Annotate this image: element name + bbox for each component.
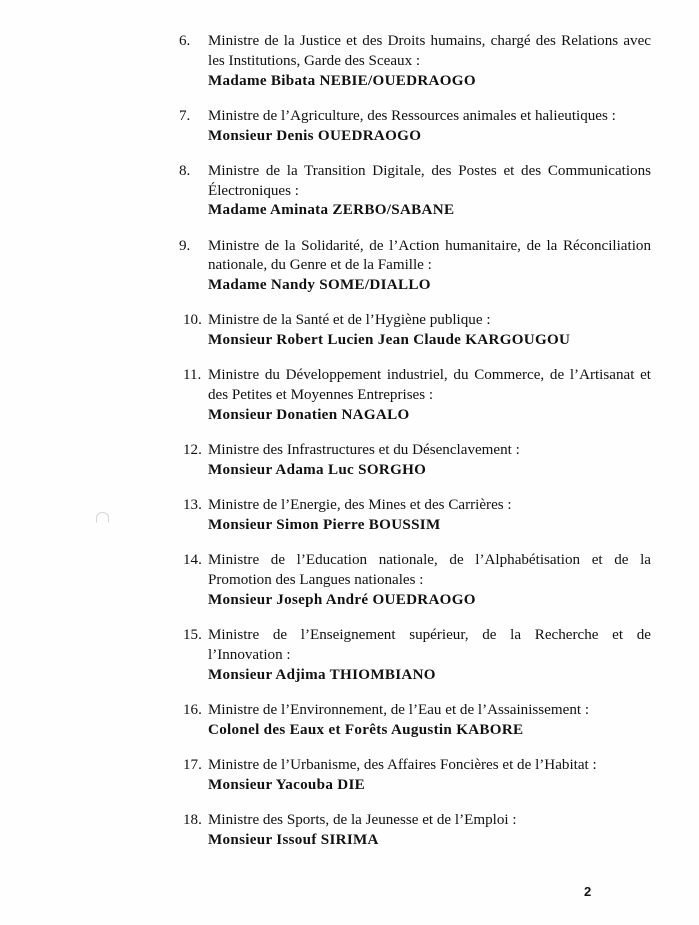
ministry-title-line: Ministre des Sports, de la Jeunesse et de l’Emploi : (208, 811, 517, 828)
list-item-body (208, 441, 651, 481)
list-item (183, 756, 651, 796)
minister-name: Monsieur Issouf SIRIMA (208, 831, 379, 848)
list-item (183, 811, 651, 851)
ministry-title-line: Ministre de la Solidarité, de l’Action humanitaire, de la Réconciliation (208, 237, 651, 254)
minister-name: Monsieur Joseph André OUEDRAOGO (208, 591, 476, 608)
list-item (183, 441, 651, 481)
ministry-title-line: Ministre de la Transition Digitale, des Postes et des Communications (208, 162, 651, 179)
minister-name: Monsieur Adama Luc SORGHO (208, 462, 427, 479)
ministry-title-line: l’Innovation : (208, 646, 291, 663)
page-number: 2 (584, 884, 592, 899)
minister-list (179, 32, 651, 866)
ministry-title-line: Ministre de l’Agriculture, des Ressources animales et halieutiques : (208, 107, 616, 124)
list-item (179, 237, 651, 296)
list-item (179, 162, 651, 221)
minister-name: Monsieur Donatien NAGALO (208, 406, 410, 423)
list-item-number: 16. (183, 701, 202, 718)
list-item-number: 13. (183, 497, 202, 514)
minister-name: Monsieur Simon Pierre BOUSSIM (208, 517, 441, 534)
ministry-title-line: nationale, du Genre et de la Famille : (208, 257, 432, 274)
list-item (183, 626, 651, 685)
minister-name: Monsieur Yacouba DIE (208, 776, 365, 793)
ministry-title-line: Ministre de l’Enseignement supérieur, de la Recherche et de (208, 627, 651, 644)
list-item-body (208, 811, 651, 851)
ministry-title-line: Ministre des Infrastructures et du Désenclavement : (208, 442, 520, 459)
list-item-number: 9. (179, 237, 191, 254)
list-item-number: 11. (183, 367, 202, 384)
list-item-number: 7. (179, 107, 191, 124)
list-item-body (208, 237, 651, 296)
ministry-title-line: Ministre de la Justice et des Droits humains, chargé des Relations avec (208, 33, 651, 49)
list-item-number: 10. (183, 312, 202, 329)
ministry-title-line: Ministre du Développement industriel, du Commerce, de l’Artisanat et (208, 367, 651, 384)
list-item (179, 32, 651, 91)
minister-name: Madame Nandy SOME/DIALLO (208, 277, 431, 294)
list-item (183, 496, 651, 536)
list-item-body (208, 496, 651, 536)
ministry-title-line: Ministre de l’Urbanisme, des Affaires Foncières et de l’Habitat : (208, 756, 597, 773)
scan-artifact-icon (96, 512, 109, 523)
list-item (183, 551, 651, 610)
list-item-body (208, 701, 651, 741)
ministry-title-line: les Institutions, Garde des Sceaux : (208, 52, 421, 69)
list-item-body (208, 162, 651, 221)
ministry-title-line: Électroniques : (208, 182, 299, 199)
ministry-title-line: Ministre de la Santé et de l’Hygiène publique : (208, 312, 491, 329)
list-item-number: 15. (183, 627, 202, 644)
ministry-title-line: des Petites et Moyennes Entreprises : (208, 387, 434, 404)
list-item (183, 311, 651, 351)
list-item (183, 701, 651, 741)
list-item-body (208, 626, 651, 685)
list-item-number: 6. (179, 33, 191, 49)
list-item-body (208, 366, 651, 425)
minister-name: Madame Bibata NEBIE/OUEDRAOGO (208, 72, 476, 89)
minister-name: Monsieur Adjima THIOMBIANO (208, 666, 436, 683)
list-item-body (208, 32, 651, 91)
ministry-title-line: Promotion des Langues nationales : (208, 572, 424, 589)
list-item-number: 8. (179, 162, 191, 179)
list-item-number: 18. (183, 811, 202, 828)
list-item-body (208, 551, 651, 610)
list-item-body (208, 756, 651, 796)
list-item-body (208, 311, 651, 351)
minister-name: Colonel des Eaux et Forêts Augustin KABORE (208, 721, 524, 738)
list-item-number: 12. (183, 442, 202, 459)
list-item (179, 107, 651, 147)
list-item-number: 17. (183, 756, 202, 773)
ministry-title-line: Ministre de l’Education nationale, de l’Alphabétisation et de la (208, 552, 651, 569)
minister-name: Monsieur Denis OUEDRAOGO (208, 127, 422, 144)
minister-name: Monsieur Robert Lucien Jean Claude KARGOUGOU (208, 332, 571, 349)
minister-name: Madame Aminata ZERBO/SABANE (208, 202, 455, 219)
list-item-body (208, 107, 651, 147)
ministry-title-line: Ministre de l’Energie, des Mines et des Carrières : (208, 497, 512, 514)
list-item-number: 14. (183, 552, 202, 569)
ministry-title-line: Ministre de l’Environnement, de l’Eau et de l’Assainissement : (208, 701, 590, 718)
list-item (183, 366, 651, 425)
